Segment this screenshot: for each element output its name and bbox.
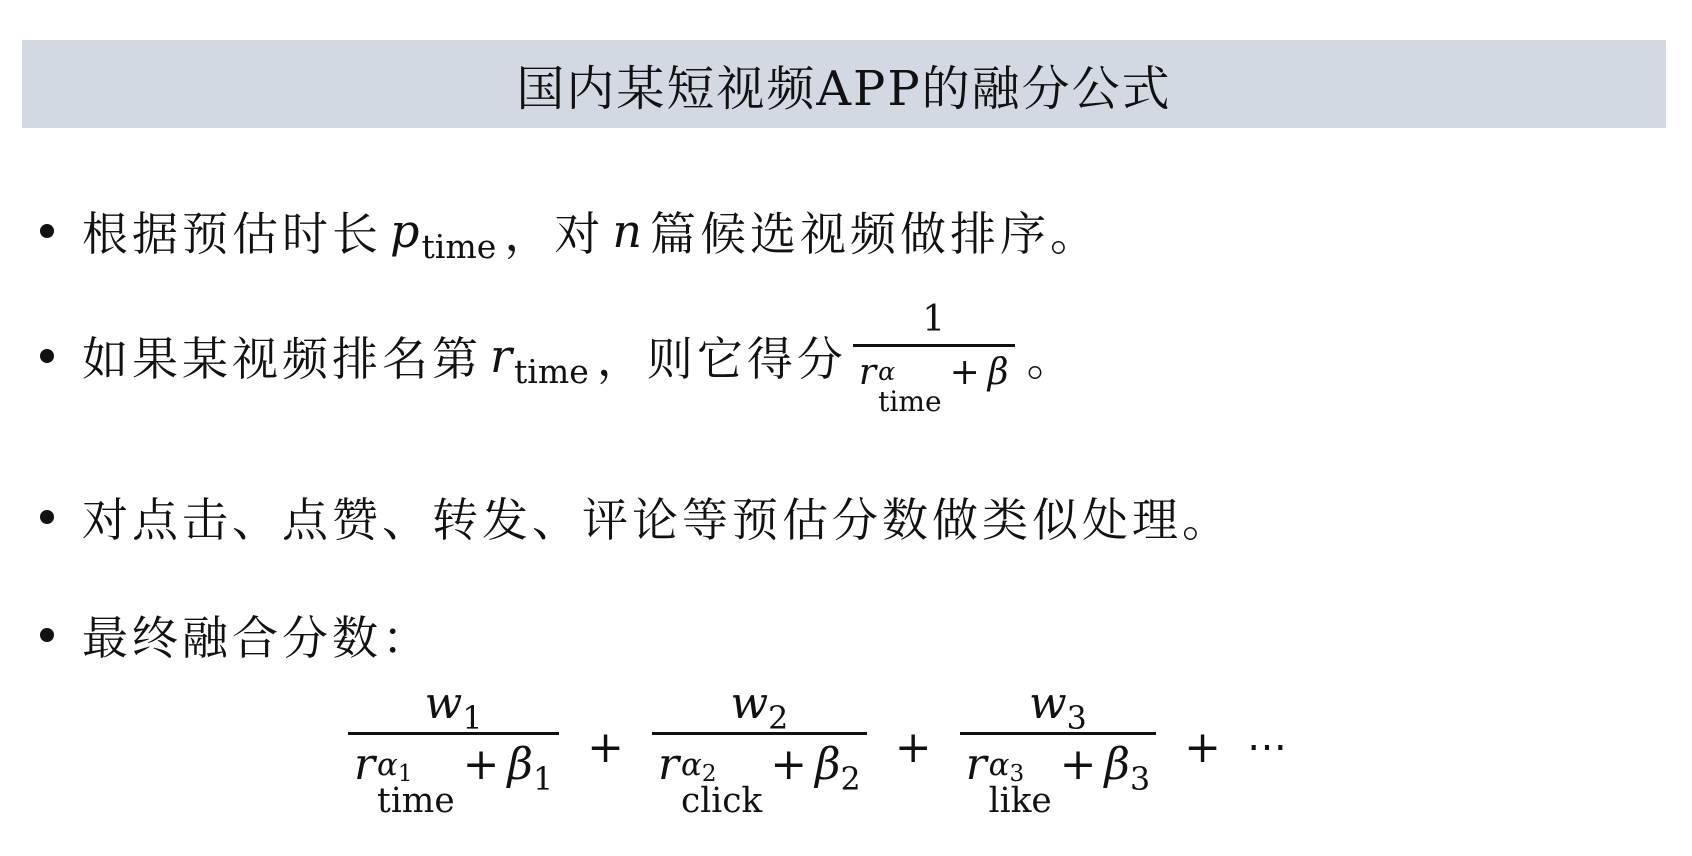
math-sub-time: time <box>421 226 497 266</box>
term-2-numerator <box>724 678 794 738</box>
bullet-2-text-pre: 如果某视频排名第 <box>82 332 482 387</box>
fraction-numerator: 1 <box>922 299 946 340</box>
term-2-r: r <box>658 739 680 791</box>
term-1-w-sub: 1 <box>462 701 483 738</box>
term-1-plus: + <box>462 739 500 791</box>
den-beta: β <box>987 351 1009 393</box>
term-3-alpha-sym: α <box>988 746 1010 783</box>
term-3-alpha <box>988 746 1025 787</box>
term-1-numerator <box>419 678 489 738</box>
den-sup-alpha: α <box>878 356 896 386</box>
term-3-w-sub: 3 <box>1066 701 1087 738</box>
term-2-beta: β <box>815 739 841 791</box>
bullet-1-text-pre: 根据预估时长 <box>82 207 382 261</box>
term-3-beta-sub: 3 <box>1129 762 1151 799</box>
bullet-2-text-end: 。 <box>1026 332 1077 387</box>
bullet-1-math-n <box>612 204 642 258</box>
bullet-3-text: 对点击、点赞、转发、评论等预估分数做类似处理。 <box>82 493 1232 547</box>
bullet-2-math-r-time <box>490 329 589 391</box>
formula-term-1 <box>348 678 559 821</box>
formula-term-2 <box>652 678 867 821</box>
bullet-dot-icon <box>40 628 54 642</box>
term-1-beta-sub: 1 <box>532 762 554 799</box>
fusion-formula <box>342 678 1290 821</box>
term-1-alpha-sub: 1 <box>397 760 413 787</box>
formula-plus-2: + <box>894 721 932 773</box>
term-1-r: r <box>354 739 376 791</box>
term-2-w-sub: 2 <box>768 701 789 738</box>
bullet-2-text-mid: ，则它得分 <box>596 332 847 387</box>
term-3-numerator <box>1023 678 1093 738</box>
bullet-1-math-p-time <box>390 204 497 266</box>
term-1-r-sub: time <box>377 780 455 821</box>
term-2-r-sub: click <box>681 780 763 821</box>
bullet-4-text: 最终融合分数： <box>82 611 432 665</box>
bullet-1-text-mid: ，对 <box>504 207 605 261</box>
term-3-plus: + <box>1059 739 1097 791</box>
title-bar <box>22 40 1666 128</box>
term-1-beta: β <box>507 739 533 791</box>
term-2-scripts <box>681 746 763 821</box>
score-fraction <box>853 299 1015 418</box>
formula-term-3 <box>960 678 1157 821</box>
math-var-n: n <box>612 204 642 258</box>
bullet-dot-icon <box>40 224 54 238</box>
fraction-denominator <box>853 347 1015 418</box>
term-1-scripts <box>377 746 455 821</box>
term-2-alpha-sub: 2 <box>701 760 717 787</box>
bullet-3 <box>40 484 1232 550</box>
term-1-alpha <box>377 746 413 787</box>
math-sub-time: time <box>514 351 589 391</box>
term-2-plus: + <box>770 739 808 791</box>
formula-plus-1: + <box>587 721 624 773</box>
bullet-dot-icon <box>40 510 54 524</box>
term-2-w: w <box>730 678 769 729</box>
term-1-w: w <box>424 678 463 729</box>
math-var-p: p <box>390 204 420 258</box>
den-plus: + <box>949 351 980 393</box>
formula-ellipsis: ⋯ <box>1247 724 1290 771</box>
bullet-2 <box>40 299 1077 418</box>
bullet-dot-icon <box>40 349 54 363</box>
term-2-alpha-sym: α <box>681 746 702 783</box>
bullet-1-text-post: 篇候选视频做排序。 <box>649 207 1100 261</box>
term-1-denominator <box>348 735 559 821</box>
den-scripts <box>878 356 942 418</box>
bullet-1 <box>40 198 1100 264</box>
den-var-r: r <box>858 351 877 393</box>
term-3-w: w <box>1028 678 1067 729</box>
term-3-beta: β <box>1104 739 1130 791</box>
bullet-4 <box>40 602 432 668</box>
math-var-r: r <box>490 329 512 384</box>
term-1-alpha-sym: α <box>377 746 398 783</box>
term-2-alpha <box>681 746 717 787</box>
page-title: 国内某短视频APP的融分公式 <box>516 60 1172 117</box>
term-2-beta-sub: 2 <box>840 762 861 799</box>
term-3-r: r <box>965 739 987 791</box>
term-2-denominator <box>652 735 867 821</box>
term-3-scripts <box>988 746 1052 821</box>
formula-plus-3: + <box>1184 721 1222 773</box>
term-3-denominator <box>960 735 1157 821</box>
term-3-alpha-sub: 3 <box>1009 760 1025 787</box>
den-sub-time: time <box>878 384 942 418</box>
term-3-r-sub: like <box>988 780 1052 821</box>
